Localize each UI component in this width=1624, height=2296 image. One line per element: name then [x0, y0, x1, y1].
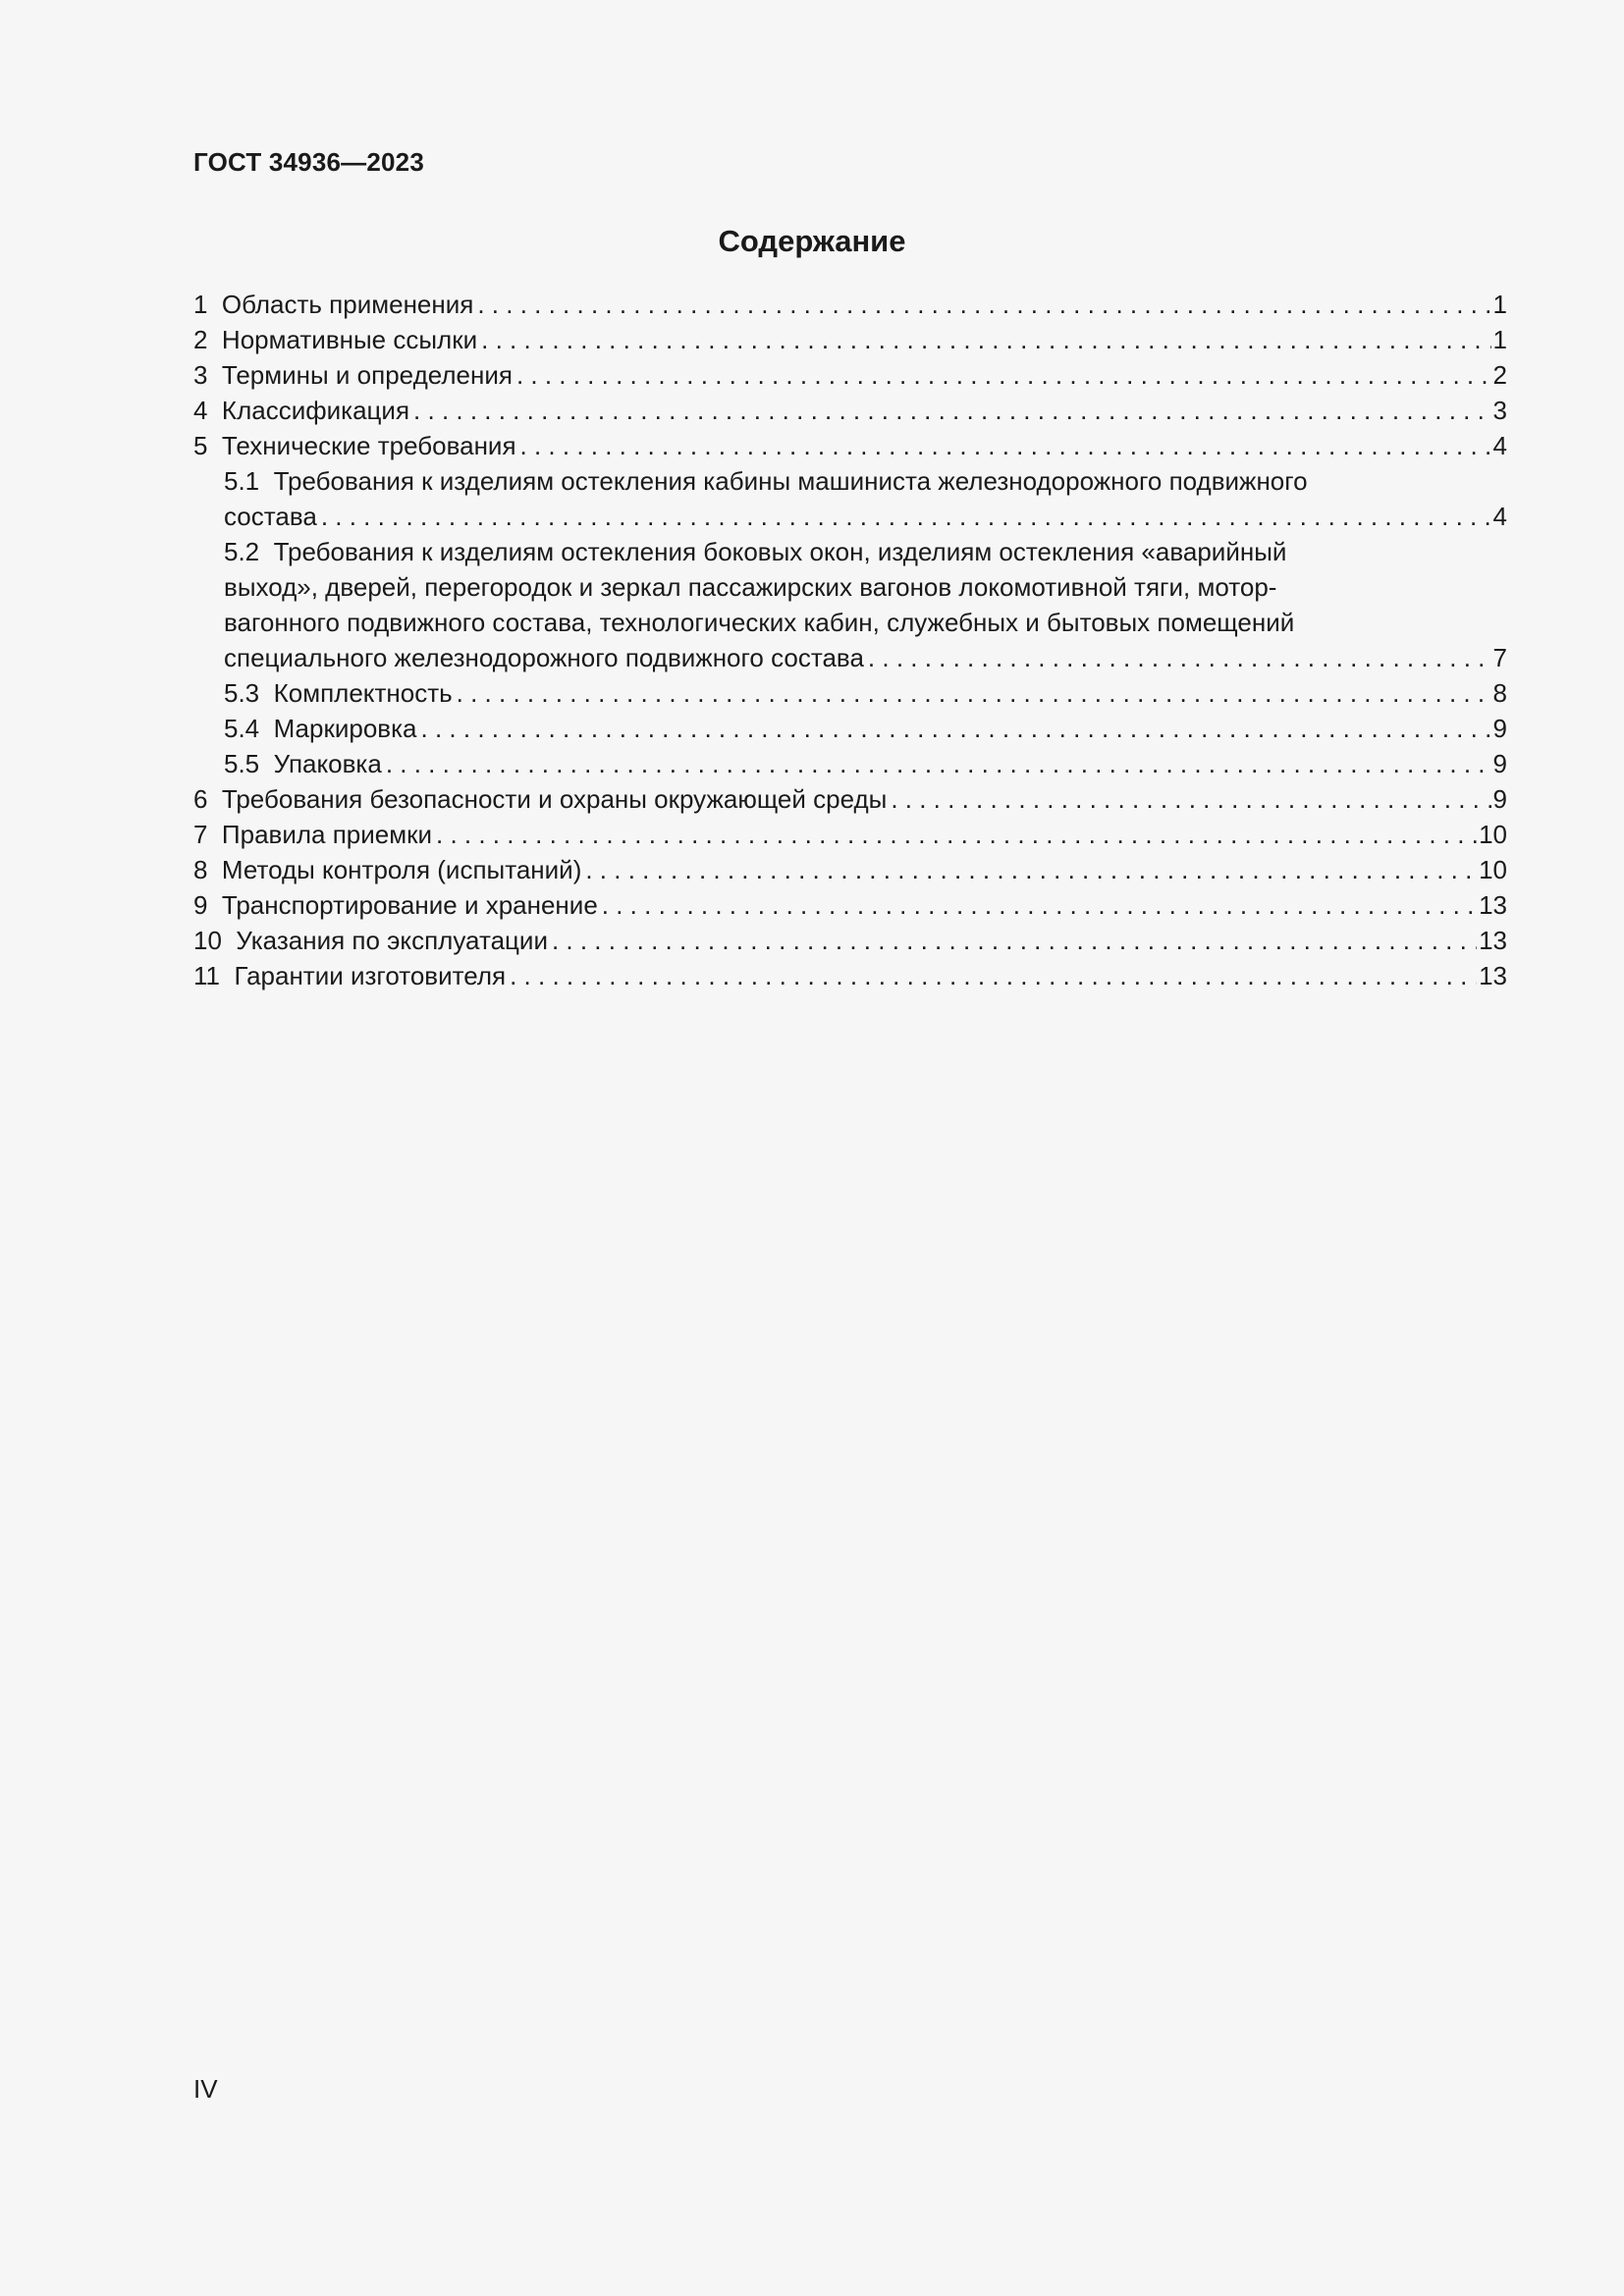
toc-entry-page: 8 [1492, 678, 1507, 708]
toc-entry-page: 1 [1492, 325, 1507, 354]
toc-entry-number: 10 [193, 926, 222, 955]
dot-leader [436, 817, 1477, 852]
toc-entry-number: 5.1 [224, 466, 260, 496]
toc-entry-page: 4 [1492, 431, 1507, 460]
toc-entry-title-line: выход», дверей, перегородок и зеркал пассажирских вагонов локомотивной тяги, мотор- [224, 572, 1277, 602]
toc-entry[interactable] [193, 428, 1507, 463]
toc-entry[interactable] [193, 887, 1507, 923]
toc-entry[interactable] [193, 958, 1507, 993]
toc-entry[interactable] [193, 746, 1507, 781]
dot-leader [520, 428, 1491, 463]
toc-entry[interactable] [193, 817, 1507, 852]
toc-entry-title-line: Требования к изделиям остекления кабины машиниста железнодорожного подвижного [273, 466, 1308, 496]
toc-entry-number: 2 [193, 325, 208, 354]
toc-entry-title: Упаковка [273, 749, 382, 778]
toc-title: Содержание [718, 224, 906, 258]
toc-entry-title-line: специального железнодорожного подвижного состава [224, 643, 864, 672]
dot-leader [386, 746, 1491, 781]
dot-leader [868, 640, 1491, 675]
toc-entry-title: Комплектность [273, 678, 453, 708]
toc-entry-title: Нормативные ссылки [221, 325, 478, 354]
toc-entry[interactable] [193, 923, 1507, 958]
toc-entry-number: 5.4 [224, 714, 260, 743]
toc-entry-page: 9 [1492, 714, 1507, 743]
toc-entry-page: 3 [1492, 396, 1507, 425]
toc-entry-number: 8 [193, 855, 208, 884]
toc-entry-number: 5 [193, 431, 208, 460]
toc-entry-number: 7 [193, 820, 208, 849]
toc-entry-page: 10 [1479, 855, 1507, 884]
table-of-contents [193, 287, 1507, 993]
dot-leader [516, 357, 1491, 393]
toc-entry-page: 1 [1492, 290, 1507, 319]
toc-entry[interactable] [193, 675, 1507, 711]
toc-entry-number: 6 [193, 784, 208, 814]
toc-entry-page: 2 [1492, 360, 1507, 390]
dot-leader [477, 287, 1490, 322]
toc-entry-title-line: Требования к изделиям остекления боковых окон, изделиям остекления «аварийный [273, 537, 1287, 566]
dot-leader [585, 852, 1477, 887]
toc-entry-title: Классификация [221, 396, 410, 425]
document-code: ГОСТ 34936—2023 [193, 147, 424, 177]
toc-entry[interactable] [193, 463, 1507, 534]
dot-leader [321, 499, 1491, 534]
toc-entry-page: 13 [1479, 961, 1507, 990]
toc-entry-title: Правила приемки [221, 820, 433, 849]
toc-entry-page: 9 [1492, 749, 1507, 778]
toc-entry-number: 9 [193, 890, 208, 920]
toc-entry-number: 5.2 [224, 537, 260, 566]
dot-leader [413, 393, 1490, 428]
toc-entry-title: Указания по эксплуатации [236, 926, 548, 955]
toc-entry-number: 11 [193, 961, 220, 990]
toc-entry-title: Термины и определения [221, 360, 513, 390]
toc-entry-number: 4 [193, 396, 208, 425]
toc-entry-title: Требования безопасности и охраны окружающей среды [221, 784, 888, 814]
dot-leader [552, 923, 1477, 958]
toc-entry-page: 4 [1492, 502, 1507, 531]
dot-leader [602, 887, 1477, 923]
toc-entry-title: Технические требования [221, 431, 516, 460]
toc-entry[interactable] [193, 322, 1507, 357]
toc-entry-number: 3 [193, 360, 208, 390]
toc-entry-title: Методы контроля (испытаний) [221, 855, 582, 884]
toc-entry-number: 5.5 [224, 749, 260, 778]
toc-entry-title: Область применения [221, 290, 474, 319]
dot-leader [510, 958, 1477, 993]
toc-entry[interactable] [193, 393, 1507, 428]
dot-leader [457, 675, 1491, 711]
toc-entry[interactable] [193, 534, 1507, 675]
toc-entry-title: Транспортирование и хранение [221, 890, 598, 920]
toc-entry[interactable] [193, 711, 1507, 746]
toc-entry-page: 10 [1479, 820, 1507, 849]
dot-leader [481, 322, 1490, 357]
toc-entry-page: 13 [1479, 890, 1507, 920]
toc-entry-page: 7 [1492, 643, 1507, 672]
toc-entry-title: Маркировка [273, 714, 417, 743]
toc-entry[interactable] [193, 287, 1507, 322]
dot-leader [891, 781, 1490, 817]
page-number: IV [193, 2074, 218, 2104]
toc-entry-page: 13 [1479, 926, 1507, 955]
toc-entry-number: 1 [193, 290, 208, 319]
toc-entry[interactable] [193, 781, 1507, 817]
toc-entry-title: Гарантии изготовителя [234, 961, 507, 990]
toc-entry-title-line: вагонного подвижного состава, технологических кабин, служебных и бытовых помещений [224, 608, 1295, 637]
toc-entry[interactable] [193, 357, 1507, 393]
toc-entry[interactable] [193, 852, 1507, 887]
toc-entry-title-line: состава [224, 502, 317, 531]
toc-entry-number: 5.3 [224, 678, 260, 708]
dot-leader [421, 711, 1491, 746]
toc-entry-page: 9 [1492, 784, 1507, 814]
